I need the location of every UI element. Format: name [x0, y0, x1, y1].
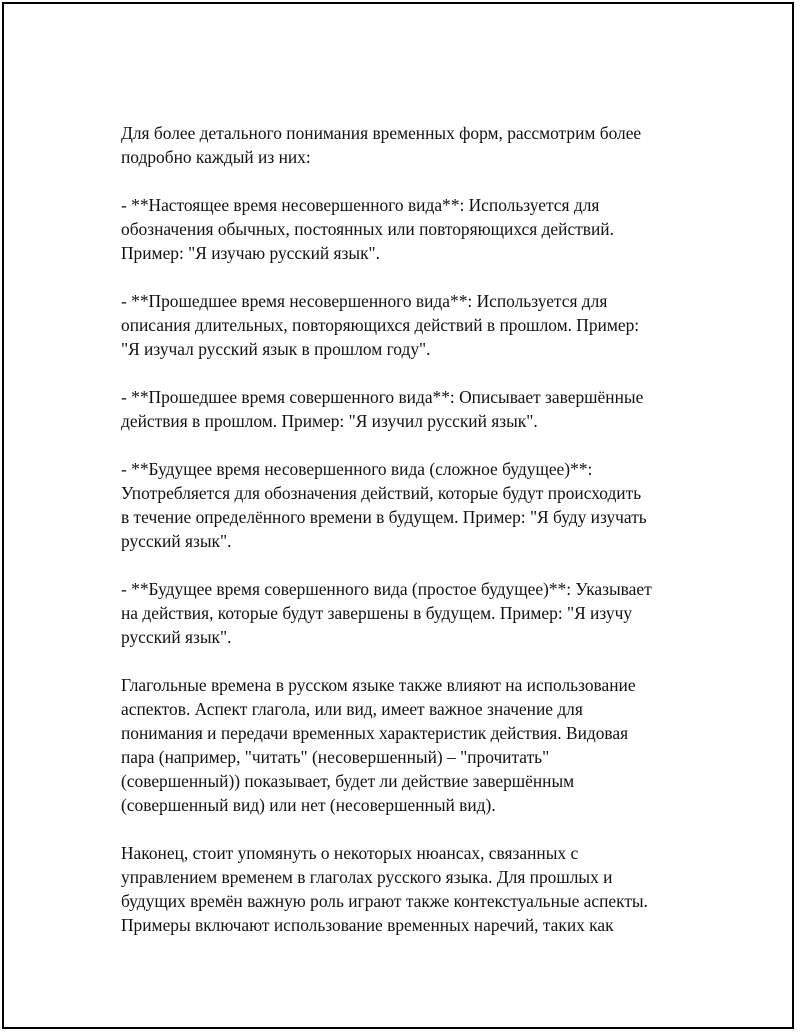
nuances-paragraph: Наконец, стоит упомянуть о некоторых нюансах, связанных с управлением временем в глаголах русского языка. Для прошлых и будущих времён важную роль играют также контекстуальные аспекты. Примеры включают использование временных наречий, таких как [121, 843, 648, 935]
list-item-future-imperfective: - **Будущее время несовершенного вида (сложное будущее)**: Употребляется для обозначения действий, которые будут происходить в течение определённого времени в будущем. Пример: "Я буду изучать русский язык". [121, 459, 647, 551]
list-item-past-imperfective: - **Прошедшее время несовершенного вида**: Используется для описания длительных, повторяющихся действий в прошлом. Пример: "Я изучал русский язык в прошлом году". [121, 291, 640, 359]
list-item-present-imperfective: - **Настоящее время несовершенного вида**: Используется для обозначения обычных, постоянных или повторяющихся действий. Пример: "Я изучаю русский язык". [121, 195, 614, 263]
document-body [121, 121, 701, 961]
page-frame [2, 2, 794, 1029]
list-item-past-perfective: - **Прошедшее время совершенного вида**: Описывает завершённые действия в прошлом. Пример: "Я изучил русский язык". [121, 387, 644, 431]
list-item-future-perfective: - **Будущее время совершенного вида (простое будущее)**: Указывает на действия, которые будут завершены в будущем. Пример: "Я изучу русский язык". [121, 579, 652, 647]
intro-paragraph: Для более детального понимания временных форм, рассмотрим более подробно каждый из них: [121, 123, 642, 167]
aspect-paragraph: Глагольные времена в русском языке также влияют на использование аспектов. Аспект глагола, или вид, имеет важное значение для понимания и передачи временных характеристик действия. Видовая пара (например, "читать" (несовершенный) – "прочитать" (совершенный)) показывает, будет ли действие завершённым (совершенный вид) или нет (несовершенный вид). [121, 675, 636, 815]
